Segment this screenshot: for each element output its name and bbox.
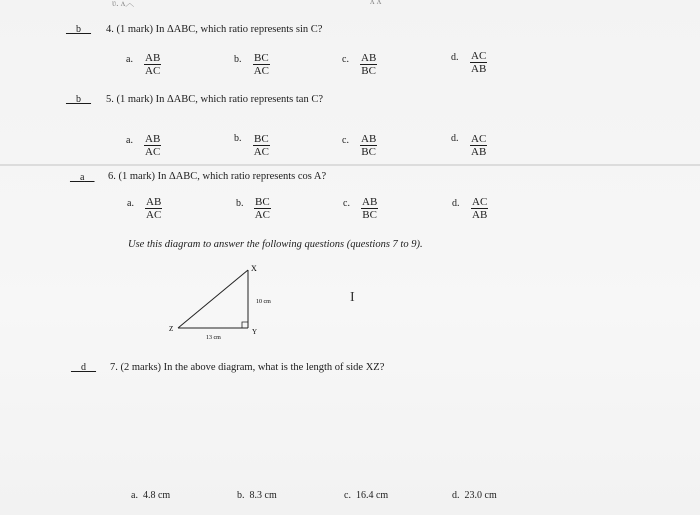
q6-option-a-den: AC [146,209,162,221]
q4-option-d-letter: d. [451,52,459,63]
q5-option-c-letter: c. [342,135,349,146]
q5-option-d-letter: d. [451,133,459,144]
q5-option-c-den: BC [361,146,376,158]
q5-option-c-num: AB [361,133,377,145]
q6-option-a-fraction [145,196,162,221]
q6-option-b-num: BC [255,196,270,208]
q4-option-a-fraction [144,52,161,77]
question-7-text: 7. (2 marks) In the above diagram, what is the length of side XZ? [110,362,385,373]
q7-option-c: c. 16.4 cm [344,490,389,501]
cropped-top-text-2: ʌ ʌ [370,0,382,6]
q5-option-a-letter: a. [126,135,133,146]
q6-option-c-num: AB [362,196,378,208]
vertex-x-label: X [251,264,257,273]
q5-option-a-den: AC [145,146,161,158]
q6-option-b-fraction [254,196,271,221]
q4-option-b-letter: b. [234,54,242,65]
q6-option-c-den: BC [362,209,377,221]
q6-option-c-letter: c. [343,198,350,209]
q5-option-a-num: AB [145,133,161,145]
q4-option-a-letter: a. [126,54,133,65]
q5-option-b-den: AC [253,146,269,158]
q6-option-b-letter: b. [236,198,244,209]
q4-option-d-fraction [470,50,487,75]
q5-option-b-letter: b. [234,133,242,144]
q4-option-c-fraction [360,52,377,77]
question-4-text: 4. (1 mark) In ΔABC, which ratio represents sin C? [106,24,323,35]
q6-option-a-num: AB [146,196,162,208]
answer-blank-q7: __d__ [71,362,96,373]
q5-option-d-num: AC [471,133,487,145]
side-zy-length: 13 cm [206,335,221,341]
q4-option-b-den: AC [253,65,269,77]
diagram-instruction: Use this diagram to answer the following questions (questions 7 to 9). [128,239,423,250]
q6-option-c-fraction [361,196,378,221]
vertex-z-label: Z [169,325,174,333]
question-6-text: 6. (1 mark) In ΔABC, which ratio represents cos A? [108,171,327,182]
q4-option-d-num: AC [471,50,487,62]
q4-option-c-num: AB [361,52,377,64]
q4-option-a-den: AC [145,65,161,77]
q7-option-d: d. 23.0 cm [452,490,497,501]
q6-option-d-letter: d. [452,198,460,209]
q5-option-c-fraction [360,133,377,158]
q7-option-a: a. 4.8 cm [131,490,171,501]
q5-option-b-fraction [253,133,270,158]
q6-option-d-den: AB [472,209,488,221]
q5-option-a-fraction [144,133,161,158]
answer-blank-q6: __a__ [70,172,95,183]
q7-option-b: b. 8.3 cm [237,490,277,501]
question-5-text: 5. (1 mark) In ΔABC, which ratio represents tan C? [106,94,323,105]
q5-option-d-fraction [470,133,487,158]
q4-option-c-letter: c. [342,54,349,65]
text-cursor-icon: I [350,290,355,305]
cropped-top-text: ʋ. ʌ︿ [112,0,135,8]
q4-option-b-fraction [253,52,270,77]
q6-option-a-letter: a. [127,198,134,209]
q4-option-b-num: BC [254,52,269,64]
vertex-y-label: Y [252,328,258,336]
answer-blank-q4: __b__ [66,24,91,35]
q4-option-a-num: AB [145,52,161,64]
triangle-diagram [160,258,280,348]
q5-option-d-den: AB [471,146,487,158]
side-xy-length: 10 cm [256,299,271,305]
q6-option-d-fraction [471,196,488,221]
side-xz [178,270,248,328]
page-fold-line [0,164,700,166]
right-angle-marker [242,322,248,328]
answer-blank-q5: __b__ [66,94,91,105]
q4-option-d-den: AB [471,63,487,75]
q4-option-c-den: BC [361,65,376,77]
q6-option-b-den: AC [254,209,270,221]
q6-option-d-num: AC [472,196,488,208]
q5-option-b-num: BC [254,133,269,145]
